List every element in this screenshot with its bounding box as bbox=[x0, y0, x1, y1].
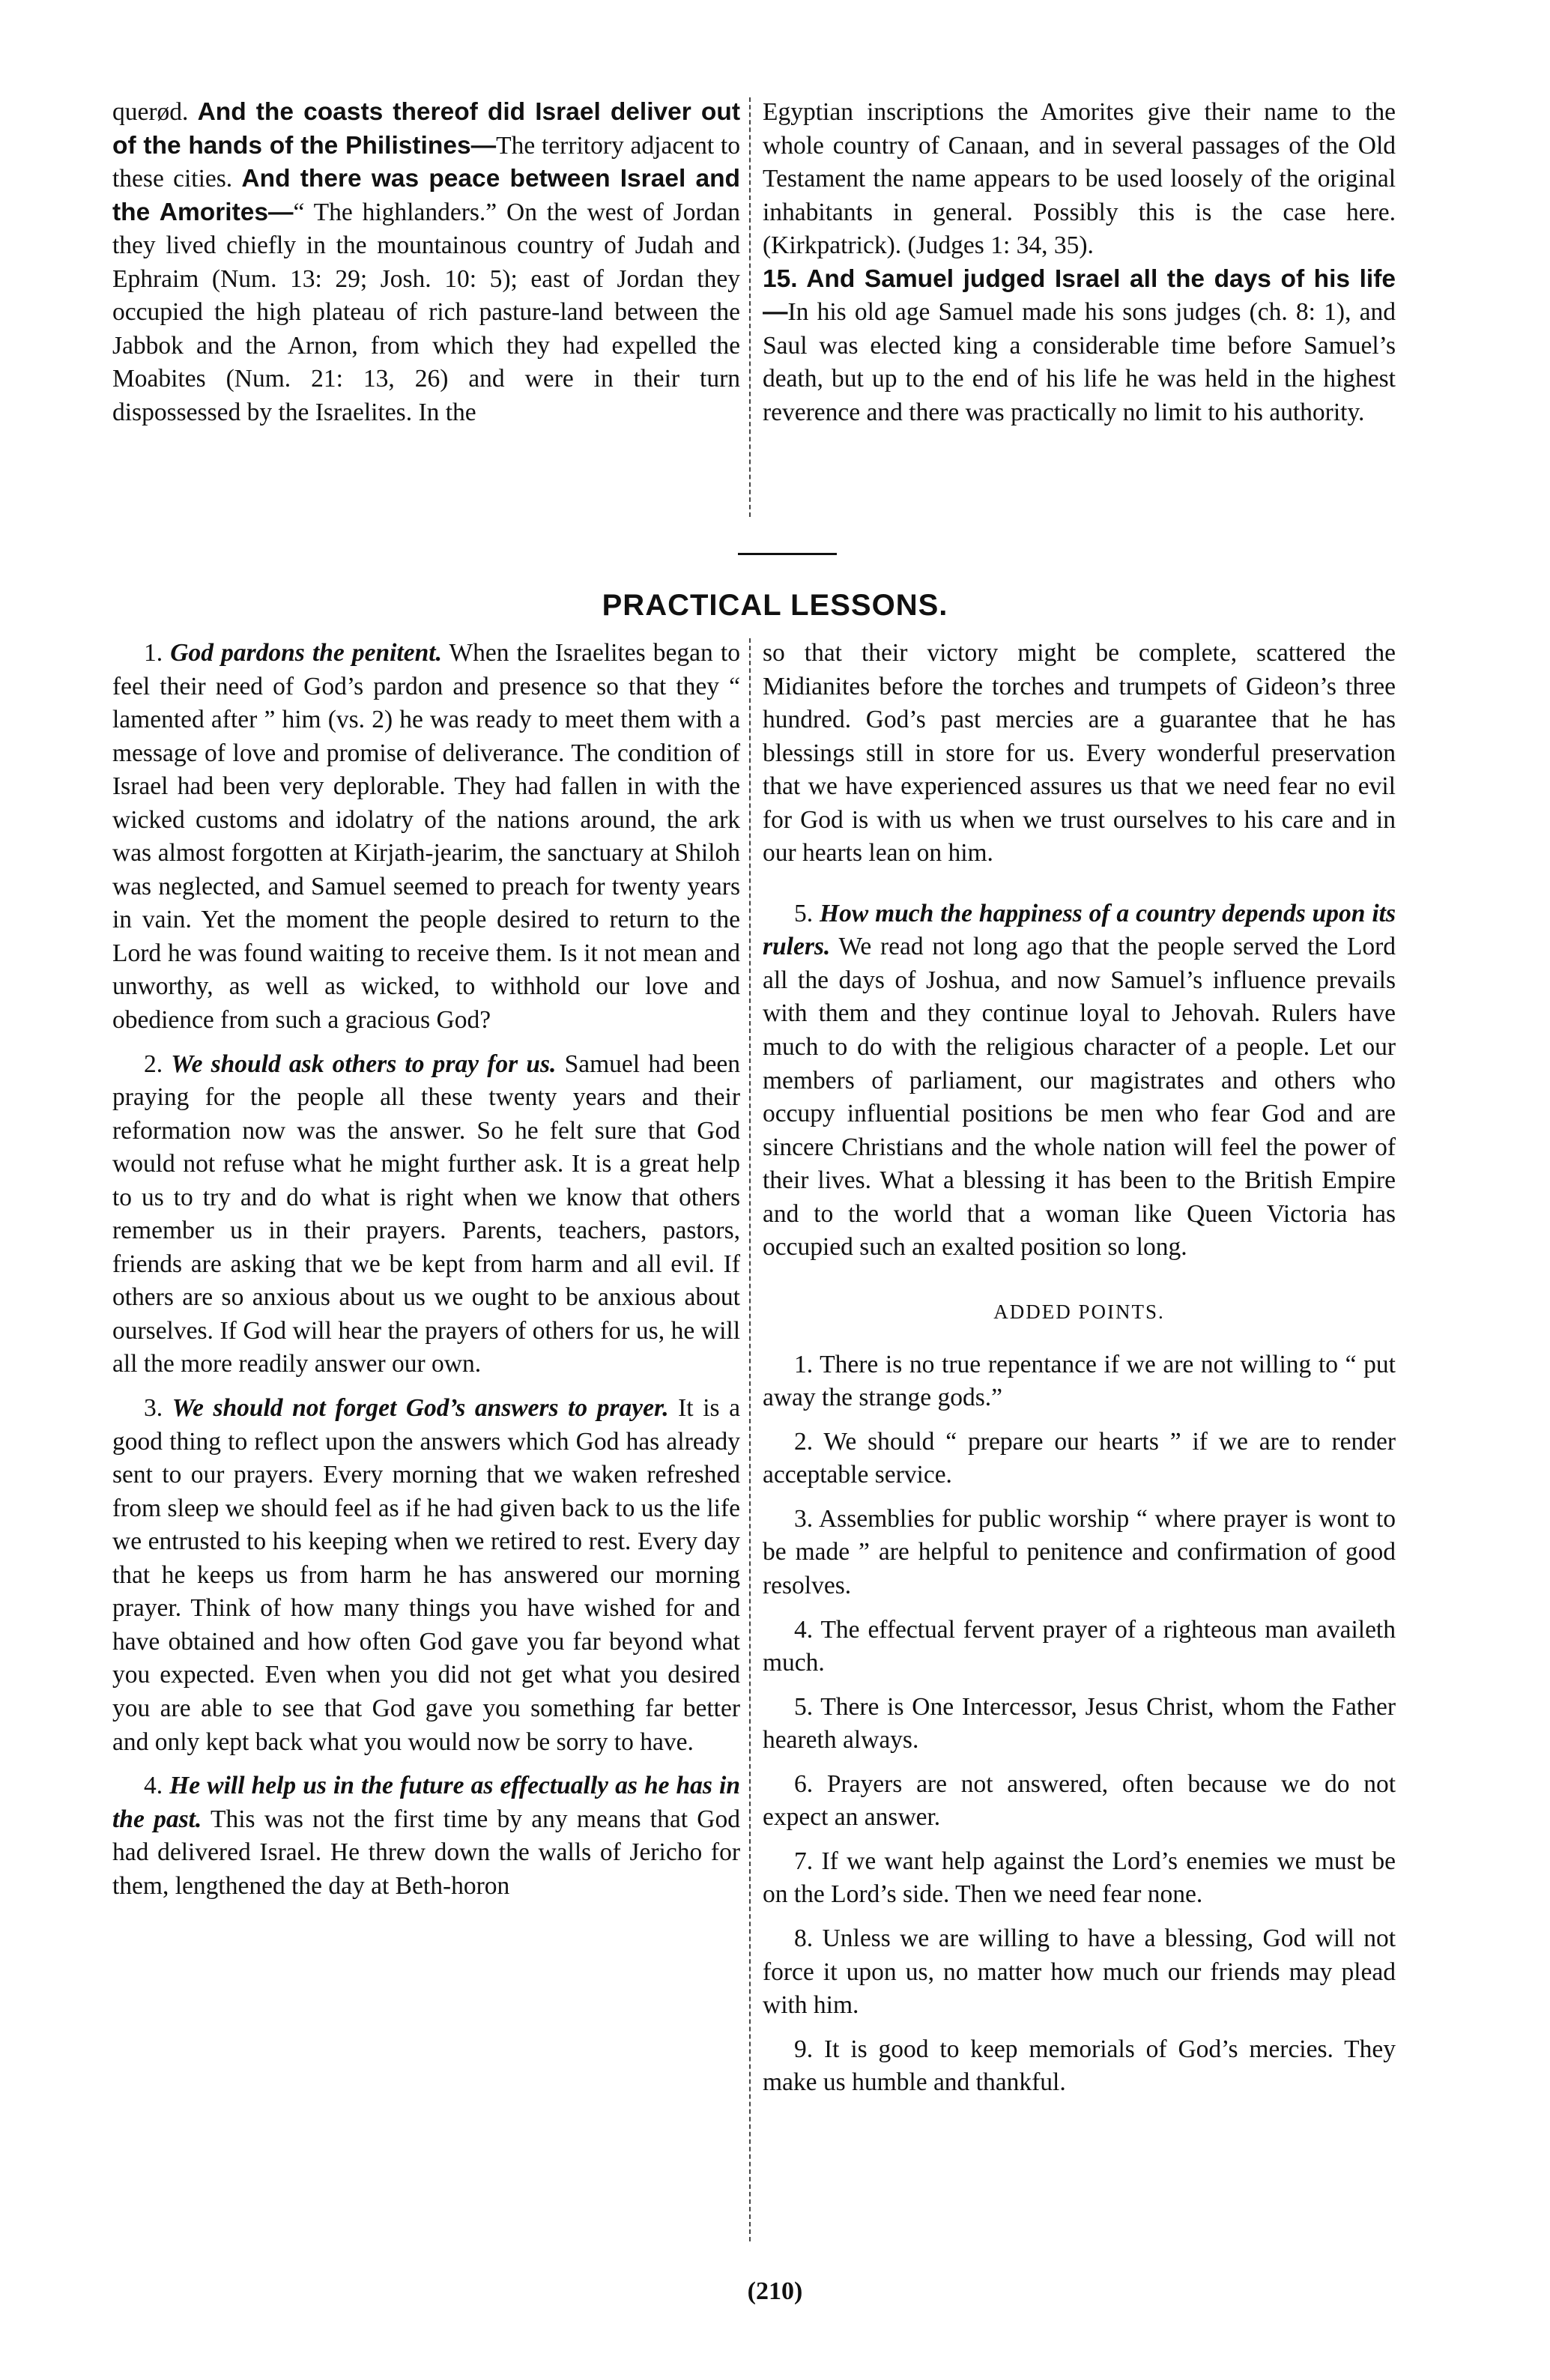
commentary-paragraph bbox=[112, 96, 740, 429]
added-point: 4. The effectual fervent prayer of a righteous man availeth much. bbox=[763, 1615, 1396, 1677]
lesson-text: It is a good thing to reflect upon the answers which God has already sent to our prayers. Every morning that we waken refreshed from sleep we should feel as if he had given back to us the life we entrusted to his keeping when we retired to rest. Every day that he keeps us from harm he has answered our morning prayer. Think of how many things you have wished for and have obtained and how often God gave you far beyond what you expected. Even when you did not get what you desired you are able to see that God gave you something far better and only kept back what you would now be sorry to have. bbox=[112, 1394, 740, 1756]
commentary-right-column bbox=[763, 96, 1396, 429]
lessons-left-column bbox=[112, 637, 740, 1903]
lesson-number: 5. bbox=[794, 899, 814, 927]
commentary-left-column bbox=[112, 96, 740, 429]
commentary-text: Egyptian inscriptions the Amorites give their name to the whole country of Canaan, and in several passages of the Old Testament the name appears to be used loosely of the original inhabitants in general. Possibly this is the case here. (Kirkpatrick). (Judges 1: 34, 35). bbox=[763, 98, 1396, 260]
added-point: 1. There is no true repentance if we are not willing to “ put away the strange gods.” bbox=[763, 1350, 1396, 1412]
lesson-text: When the Israelites began to feel their need of God’s pardon and presence so that they “ lamented after ” him (vs. 2) he was ready to meet them with a message of love and promise of deliverance. The condition of Israel had been very deplorable. They had fallen in with the wicked customs and idolatry of the nations around, the ark was almost forgotten at Kirjath-jearim, the sanctuary at Shiloh was neglected, and Samuel seemed to preach for twenty years in vain. Yet the moment the people desired to return to the Lord he was found waiting to receive them. Is it not mean and unworthy, as well as wicked, to withhold our love and obedience from such a gracious God? bbox=[112, 639, 740, 1035]
lessons-right-column bbox=[763, 637, 1396, 2100]
lesson-title: We should ask others to pray for us. bbox=[171, 1050, 557, 1078]
lesson-number: 1. bbox=[144, 639, 163, 667]
added-point: 9. It is good to keep memorials of God’s mercies. They make us humble and thankful. bbox=[763, 2035, 1396, 2097]
lesson-paragraph bbox=[112, 1769, 740, 1903]
added-point: 5. There is One Intercessor, Jesus Christ, whom the Father heareth always. bbox=[763, 1692, 1396, 1754]
lesson-title: How much the happiness of a country depends upon its rulers. bbox=[763, 899, 1396, 961]
added-points-heading: ADDED POINTS. bbox=[993, 1300, 1165, 1323]
lesson-paragraph bbox=[763, 897, 1396, 1265]
lesson-number: 3. bbox=[144, 1394, 163, 1423]
added-point: 8. Unless we are willing to have a blessing, God will not force it upon us, no matter how much our friends may plead with him. bbox=[763, 1924, 1396, 2020]
lesson-paragraph bbox=[112, 1048, 740, 1381]
verse-paragraph bbox=[763, 263, 1396, 430]
column-divider bbox=[749, 97, 751, 517]
added-point: 6. Prayers are not answered, often because we do not expect an answer. bbox=[763, 1769, 1396, 1832]
lesson-continuation: so that their victory might be complete, scattered the Midianites before the torches and trumpets of Gideon’s three hundred. God’s past mercies are a guarantee that he has blessings still in store for us. Every wonderful preservation that we have experienced assures us that we need fear no evil for God is with us when we trust ourselves to his care and in our hearts lean on him. bbox=[763, 639, 1396, 867]
commentary-text: “ The highlanders.” On the west of Jordan they lived chiefly in the mountainous country of Judah and Ephraim (Num. 13: 29; Josh. 10: 5); east of Jordan they occupied the high plateau of rich pasture-land between the Jabbok and the Arnon, from which they had expelled the Moabites (Num. 21: 13, 26) and were in their turn dispossessed by the Israelites. In the bbox=[112, 198, 740, 426]
lesson-text: This was not the first time by any means that God had delivered Israel. He threw down the walls of Jericho for them, lengthened the day at Beth-horon bbox=[112, 1805, 740, 1900]
added-point: 2. We should “ prepare our hearts ” if we are to render acceptable service. bbox=[763, 1427, 1396, 1489]
added-point: 3. Assemblies for public worship “ where prayer is wont to be made ” are helpful to penitence and confirmation of good resolves. bbox=[763, 1504, 1396, 1600]
section-heading: PRACTICAL LESSONS. bbox=[602, 589, 948, 622]
lesson-title: He will help us in the future as effectually as he has in the past. bbox=[112, 1772, 740, 1833]
page-number: (210) bbox=[747, 2277, 803, 2305]
added-point: 7. If we want help against the Lord’s enemies we must be on the Lord’s side. Then we need fear none. bbox=[763, 1847, 1396, 1909]
verse-number: 15. bbox=[763, 264, 798, 293]
verse-phrase: And the coasts thereof did Israel deliver out of the hands of the Philistines— bbox=[112, 98, 741, 160]
lesson-paragraph bbox=[112, 1392, 740, 1759]
lesson-title: We should not forget God’s answers to prayer. bbox=[172, 1394, 669, 1423]
commentary-text: In his old age Samuel made his sons judges (ch. 8: 1), and Saul was elected king a considerable time before Samuel’s death, but up to the end of his life he was held in the highest reverence and there was practically no limit to his authority. bbox=[763, 298, 1396, 426]
column-divider bbox=[749, 638, 751, 2241]
fragment-word: querød. bbox=[112, 98, 189, 126]
verse-phrase: And there was peace between Israel and the Amorites— bbox=[112, 165, 741, 226]
lesson-text: Samuel had been praying for the people all these twenty years and their reformation now was the answer. So he felt sure that God would not refuse what he might further ask. It is a great help to us to try and do what is right when we know that others remember us in their prayers. Parents, teachers, pastors, friends are asking that we be kept from harm and all evil. If others are so anxious about us we ought to be anxious about ourselves. If God will hear the prayers of others for us, he will all the more readily answer our own. bbox=[112, 1050, 740, 1378]
commentary-text: The territory adjacent to these cities. bbox=[112, 131, 740, 193]
commentary-paragraph bbox=[763, 96, 1396, 263]
lesson-paragraph bbox=[112, 637, 740, 1038]
lesson-number: 4. bbox=[144, 1772, 163, 1800]
lesson-title: God pardons the penitent. bbox=[170, 639, 442, 667]
lesson-text: We read not long ago that the people served the Lord all the days of Joshua, and now Samuel’s influence prevails with them and they continue loyal to Jehovah. Rulers have much to do with the religious character of a people. Let our members of parliament, our magistrates and others who occupy influential positions be men who fear God and are sincere Christians and the whole nation will feel the power of their lives. What a blessing it has been to the British Empire and to the world that a woman like Queen Victoria has occupied such an exalted position so long. bbox=[763, 933, 1396, 1262]
added-points-list bbox=[763, 1348, 1396, 2100]
section-rule bbox=[738, 553, 837, 555]
lesson-number: 2. bbox=[144, 1050, 163, 1078]
verse-phrase: And Samuel judged Israel all the days of his life— bbox=[763, 264, 1396, 327]
